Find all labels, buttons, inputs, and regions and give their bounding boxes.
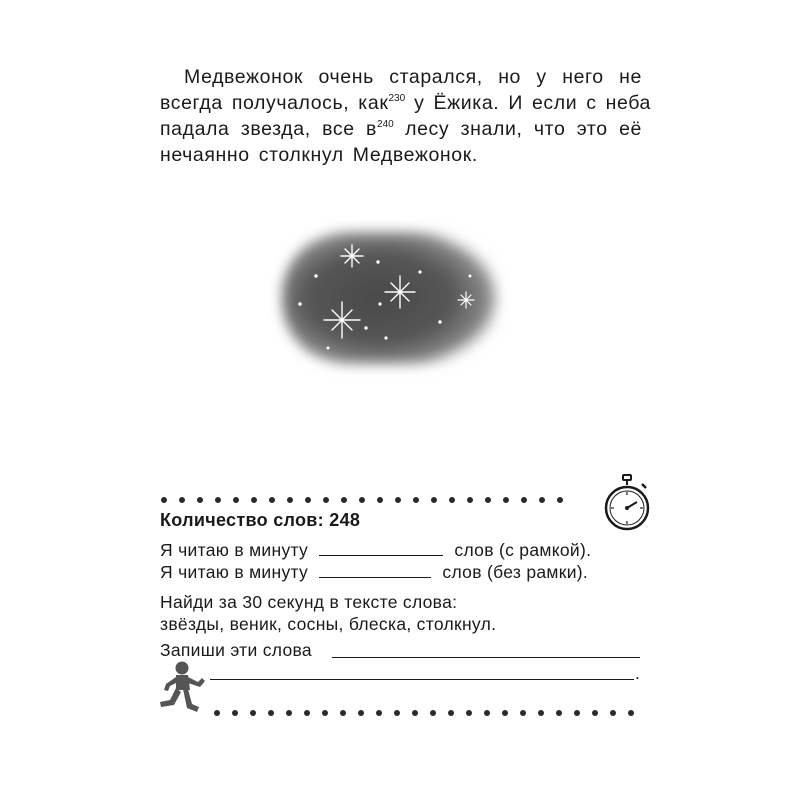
- word-count-marker-240: 240: [377, 119, 394, 130]
- words-to-find: звёзды, веник, сосны, блеска, столкнул.: [160, 614, 497, 634]
- running-child-icon: [152, 660, 208, 718]
- stopwatch-icon: [602, 474, 652, 532]
- word-count-value: 248: [329, 510, 361, 530]
- word-count-marker-230: 230: [388, 93, 406, 104]
- reading-speed-with-frame: Я читаю в минуту слов (с рамкой).: [160, 540, 592, 560]
- word-count-line: [160, 510, 360, 531]
- story-line-2: всегда получалось, как$^{230}$ у Ёжика. И если с неба: [160, 92, 651, 114]
- write-words-line-2[interactable]: [210, 663, 634, 680]
- story-line-1: Медвежонок очень старался, но у него не: [184, 66, 642, 88]
- night-sky-illustration: [270, 218, 510, 378]
- reading-speed-blank-2[interactable]: [319, 563, 431, 578]
- story-line-3: падала звезда, все $в^{240}$ лесу знали, что это её: [160, 118, 642, 140]
- find-words-prompt: Найди за 30 секунд в тексте слова:: [160, 592, 458, 612]
- dotted-separator-top: [161, 490, 575, 508]
- word-count-label: Количество слов:: [160, 510, 324, 530]
- write-words-period: .: [635, 663, 641, 683]
- story-text: [160, 64, 651, 168]
- story-line-4: нечаянно столкнул Медвежонок.: [160, 144, 478, 166]
- write-words-line-1[interactable]: [332, 641, 640, 658]
- reading-speed-without-frame: Я читаю в минуту слов (без рамки).: [160, 562, 589, 582]
- reading-speed-blank-1[interactable]: [319, 541, 443, 556]
- dotted-separator-bottom: [214, 703, 646, 721]
- write-words-prompt: Запиши эти слова: [160, 640, 312, 660]
